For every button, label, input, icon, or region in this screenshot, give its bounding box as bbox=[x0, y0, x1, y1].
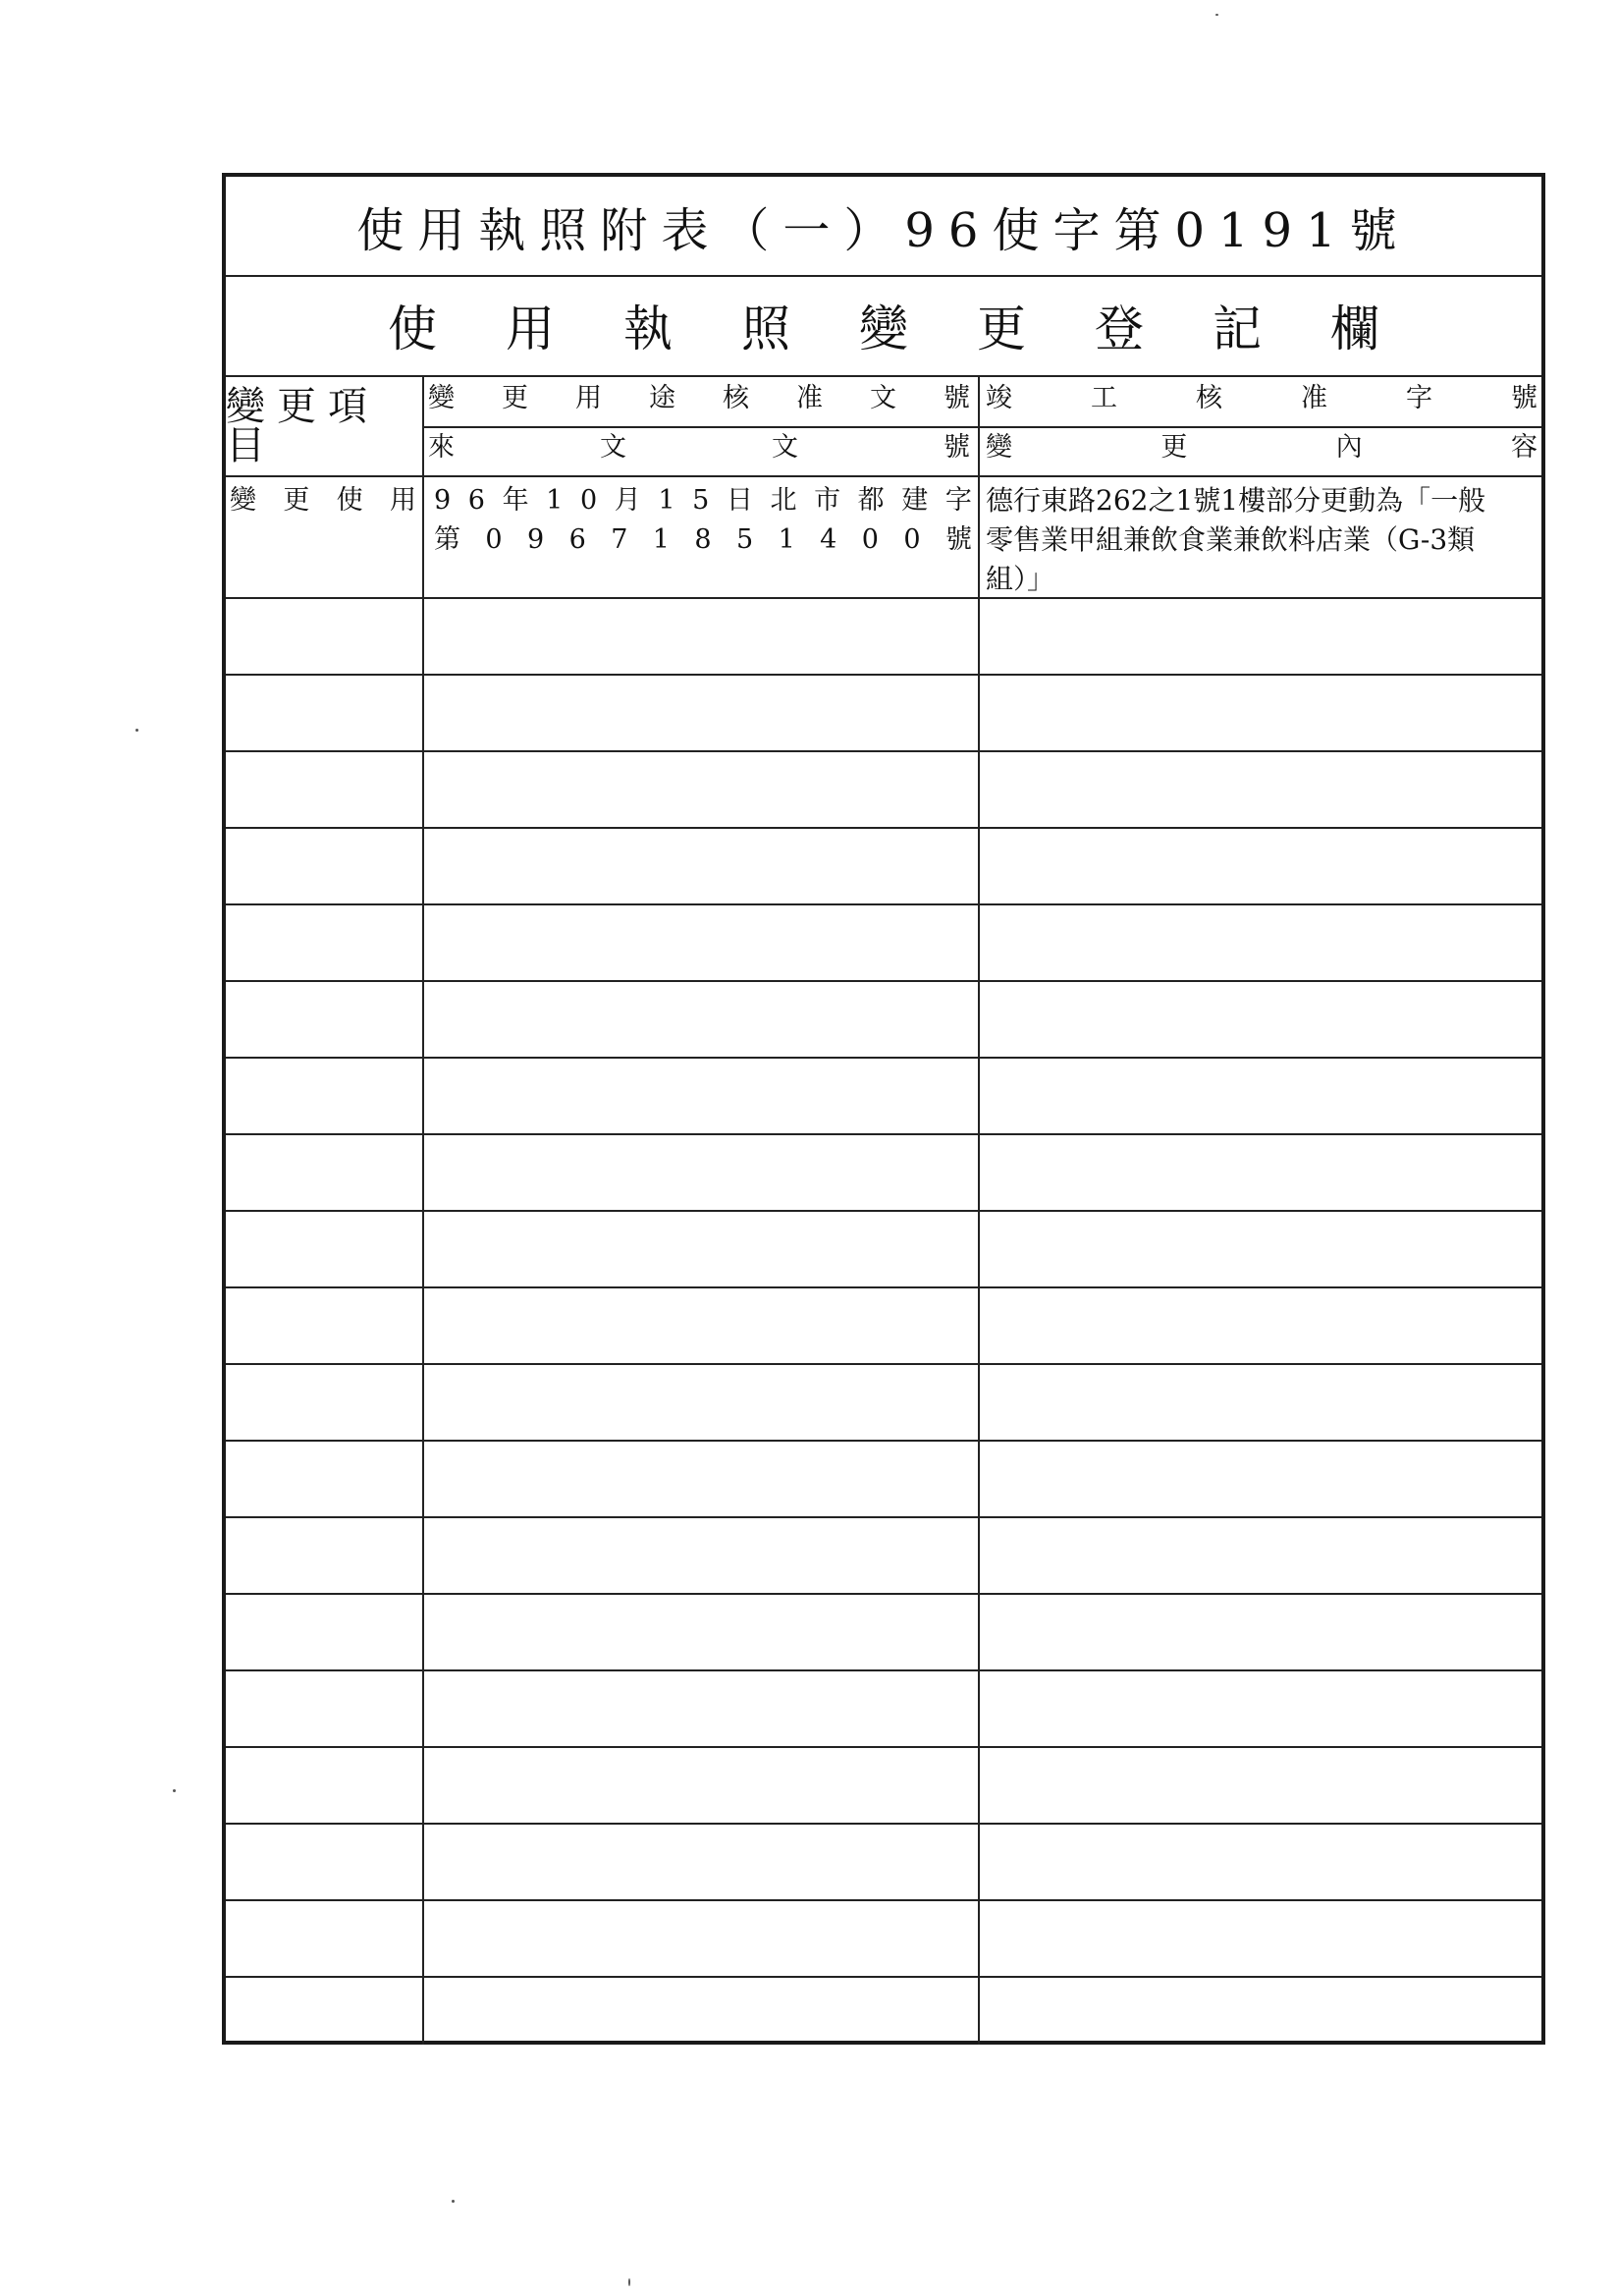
row-divider bbox=[226, 674, 1541, 676]
entry-source-doc bbox=[430, 481, 976, 560]
scan-speck bbox=[135, 729, 138, 732]
scan-speck bbox=[173, 1789, 176, 1792]
row-divider bbox=[226, 475, 1541, 477]
form-subtitle: 使用執照變更登記欄 bbox=[388, 301, 1448, 357]
header-change-item: 變更項目 bbox=[226, 384, 379, 468]
header-completion-no: 竣 工 核 准 字 號 bbox=[986, 383, 1537, 413]
row-divider bbox=[226, 980, 1541, 982]
entry-content-line1: 德行東路262之1號1樓部分更動為「一般 bbox=[986, 484, 1486, 517]
entry-doc-line1: 9 6 年 1 0 月 1 5 日 北 市 都 建 字 bbox=[434, 485, 972, 516]
header-source-doc: 來 文 文 號 bbox=[428, 432, 970, 463]
row-divider bbox=[226, 597, 1541, 599]
license-change-form bbox=[222, 173, 1545, 2045]
entry-content-line2: 零售業甲組兼飲食業兼飲料店業（G-3類 bbox=[986, 523, 1476, 556]
header-change-content: 變 更 內 容 bbox=[986, 432, 1537, 463]
row-divider bbox=[226, 1057, 1541, 1059]
row-divider bbox=[226, 1669, 1541, 1671]
row-divider bbox=[226, 903, 1541, 905]
entry-doc-line2: 第 0 9 6 7 1 8 5 1 4 0 0 號 bbox=[434, 524, 972, 555]
row-divider bbox=[226, 1516, 1541, 1518]
row-divider bbox=[226, 1823, 1541, 1825]
scan-speck bbox=[452, 2200, 455, 2203]
entry-item: 變 更 使 用 bbox=[230, 485, 416, 516]
row-divider bbox=[226, 1210, 1541, 1212]
row-divider bbox=[226, 1133, 1541, 1135]
row-divider bbox=[226, 1593, 1541, 1595]
row-divider bbox=[226, 1976, 1541, 1978]
entry-change-content bbox=[986, 481, 1543, 599]
header-approval-no: 變 更 用 途 核 准 文 號 bbox=[428, 383, 970, 413]
scan-speck bbox=[1215, 14, 1218, 16]
row-divider bbox=[226, 827, 1541, 829]
row-divider bbox=[226, 1363, 1541, 1365]
scan-speck bbox=[628, 2278, 630, 2286]
row-divider bbox=[226, 1746, 1541, 1748]
row-divider bbox=[226, 1899, 1541, 1901]
row-divider bbox=[226, 1286, 1541, 1288]
entry-content-line3: 組）」 bbox=[986, 563, 1055, 595]
row-divider bbox=[226, 1440, 1541, 1442]
row-divider bbox=[226, 750, 1541, 752]
form-title: 使用執照附表（一）96使字第0191號 bbox=[356, 202, 1411, 258]
